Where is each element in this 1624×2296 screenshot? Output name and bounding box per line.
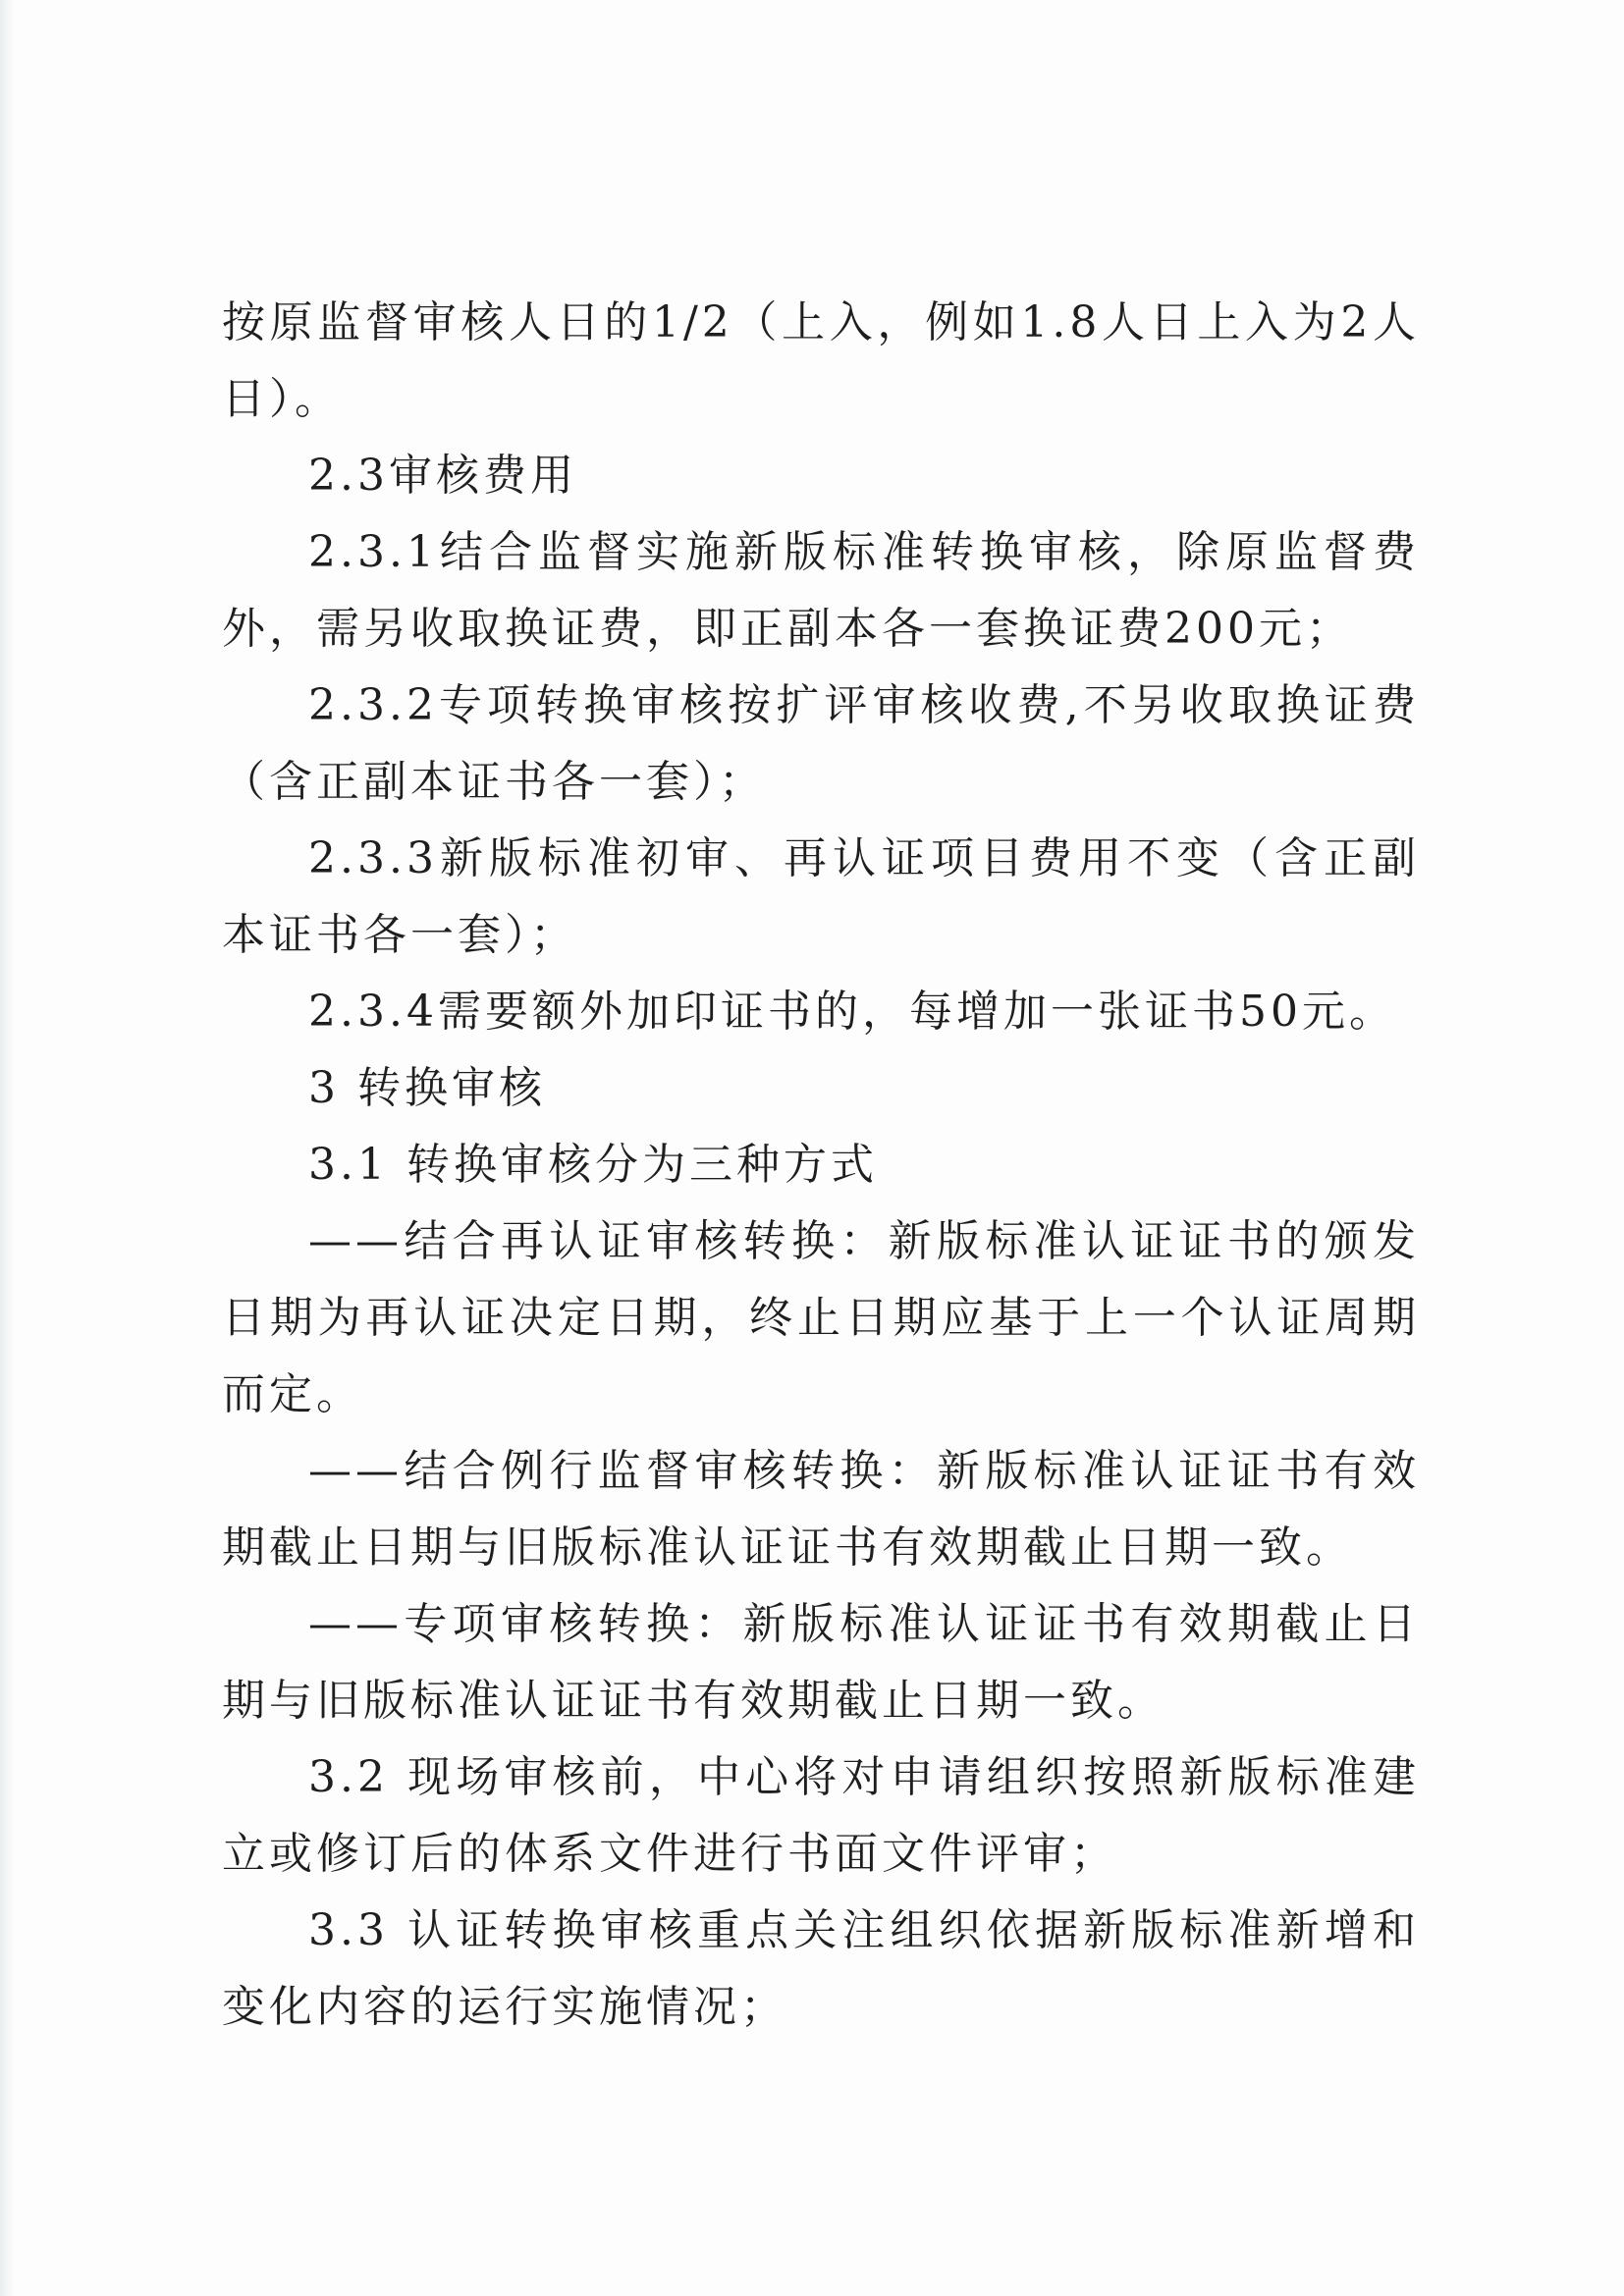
paragraph-recert-transition: ——结合再认证审核转换：新版标准认证证书的颁发日期为再认证决定日期，终止日期应基于上一个认证周期而定。 [222, 1216, 1420, 1419]
heading-2-3: 2.3审核费用 [308, 451, 577, 501]
scan-edge [0, 0, 14, 2296]
paragraph-surveillance-transition: ——结合例行监督审核转换：新版标准认证证书有效期截止日期与旧版标准认证证书有效期截止日期一致。 [222, 1446, 1420, 1573]
heading-3: 3 转换审核 [308, 1063, 546, 1113]
document-body [222, 285, 1420, 2046]
paragraph-3-2: 3.2 现场审核前，中心将对申请组织按照新版标准建立或修订后的体系文件进行书面文件评审； [222, 1752, 1420, 1879]
heading-3-1: 3.1 转换审核分为三种方式 [308, 1140, 878, 1190]
paragraph-2-3-1: 2.3.1结合监督实施新版标准转换审核，除原监督费外，需另收取换证费，即正副本各一套换证费200元； [222, 527, 1420, 654]
paragraph-2-3-3: 2.3.3新版标准初审、再认证项目费用不变（含正副本证书各一套）； [222, 833, 1420, 960]
paragraph-1: 按原监督审核人日的1/2（上入，例如1.8人日上入为2人日）。 [222, 297, 1420, 424]
paragraph-special-transition: ——专项审核转换：新版标准认证证书有效期截止日期与旧版标准认证证书有效期截止日期一致。 [222, 1599, 1420, 1726]
paragraph-3-3: 3.3 认证转换审核重点关注组织依据新版标准新增和变化内容的运行实施情况； [222, 1905, 1420, 2032]
paragraph-2-3-2: 2.3.2专项转换审核按扩评审核收费,不另收取换证费（含正副本证书各一套）； [222, 680, 1420, 807]
paragraph-2-3-4: 2.3.4需要额外加印证书的，每增加一张证书50元。 [308, 987, 1396, 1037]
